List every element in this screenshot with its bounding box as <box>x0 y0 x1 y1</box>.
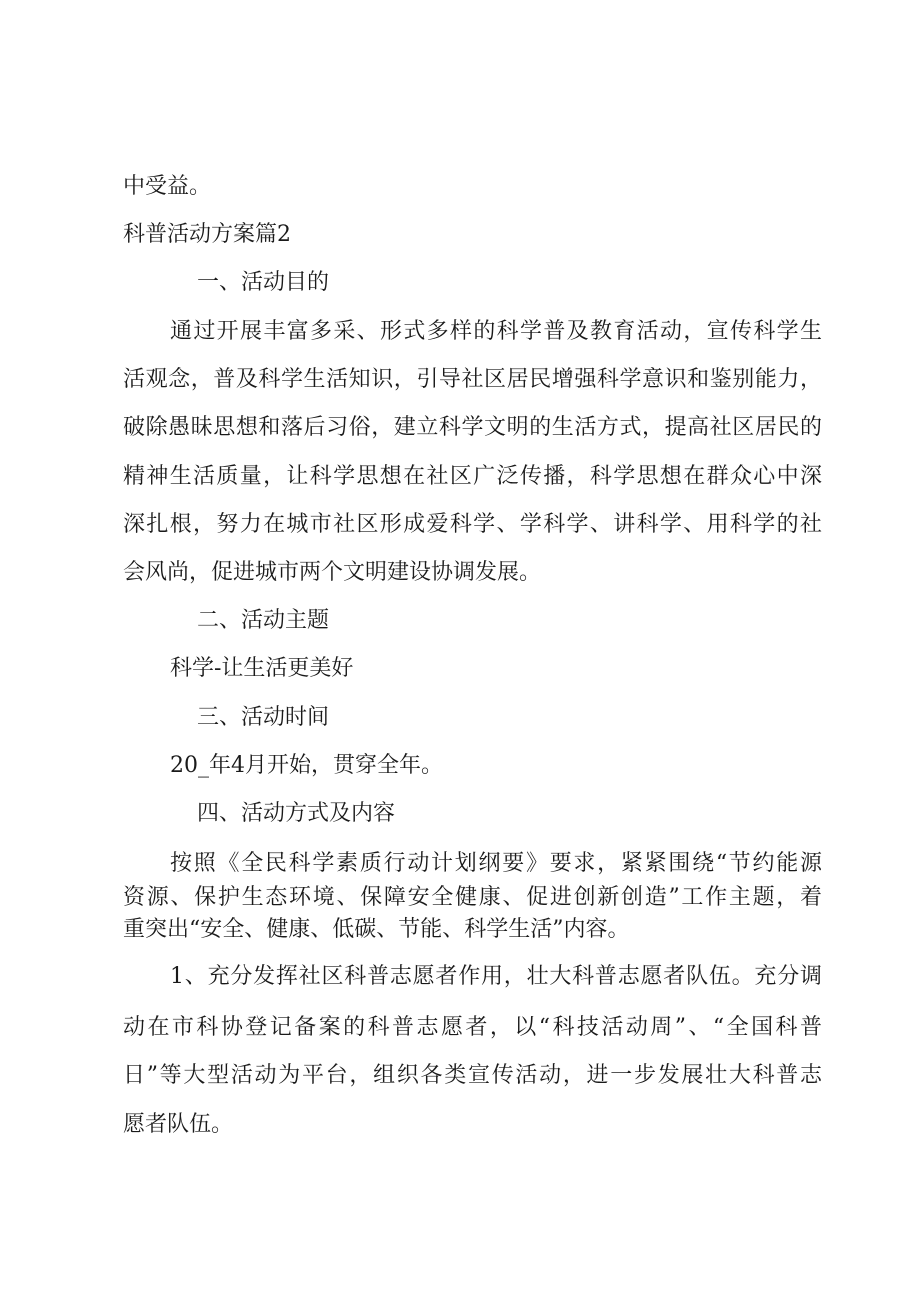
paragraph-line: 日”等大型活动为平台，组织各类宣传活动，进一步发展壮大科普志 <box>123 1063 822 1088</box>
paragraph-line: 破除愚昧思想和落后习俗，建立科学文明的生活方式，提高社区居民的 <box>123 415 822 440</box>
time-text: 20_年4月开始，贯穿全年。 <box>170 753 443 778</box>
heading-method: 四、活动方式及内容 <box>197 801 396 826</box>
heading-purpose: 一、活动目的 <box>197 270 330 295</box>
continuation-line: 中受益。 <box>123 174 212 199</box>
theme-text: 科学-让生活更美好 <box>170 656 354 681</box>
paragraph-line: 1、充分发挥社区科普志愿者作用，壮大科普志愿者队伍。充分调 <box>170 964 822 989</box>
paragraph-line: 通过开展丰富多采、形式多样的科学普及教育活动，宣传科学生 <box>170 319 822 344</box>
heading-theme: 二、活动主题 <box>197 608 330 633</box>
heading-time: 三、活动时间 <box>197 705 330 730</box>
paragraph-line: 精神生活质量，让科学思想在社区广泛传播，科学思想在群众心中深 <box>123 464 822 489</box>
section-title: 科普活动方案篇2 <box>123 222 291 247</box>
paragraph-line: 按照《全民科学素质行动计划纲要》要求，紧紧围绕“节约能源 <box>170 851 822 876</box>
paragraph-line: 愿者队伍。 <box>123 1112 234 1137</box>
paragraph-line: 重突出“安全、健康、低碳、节能、科学生活”内容。 <box>123 917 630 942</box>
paragraph-line: 会风尚，促进城市两个文明建设协调发展。 <box>123 560 542 585</box>
paragraph-line: 动在市科协登记备案的科普志愿者，以“科技活动周”、“全国科普 <box>123 1015 822 1040</box>
paragraph-line: 资源、保护生态环境、保障安全健康、促进创新创造”工作主题，着 <box>123 885 822 910</box>
paragraph-line: 深扎根，努力在城市社区形成爱科学、学科学、讲科学、用科学的社 <box>123 512 822 537</box>
paragraph-line: 活观念，普及科学生活知识，引导社区居民增强科学意识和鉴别能力， <box>123 367 822 392</box>
